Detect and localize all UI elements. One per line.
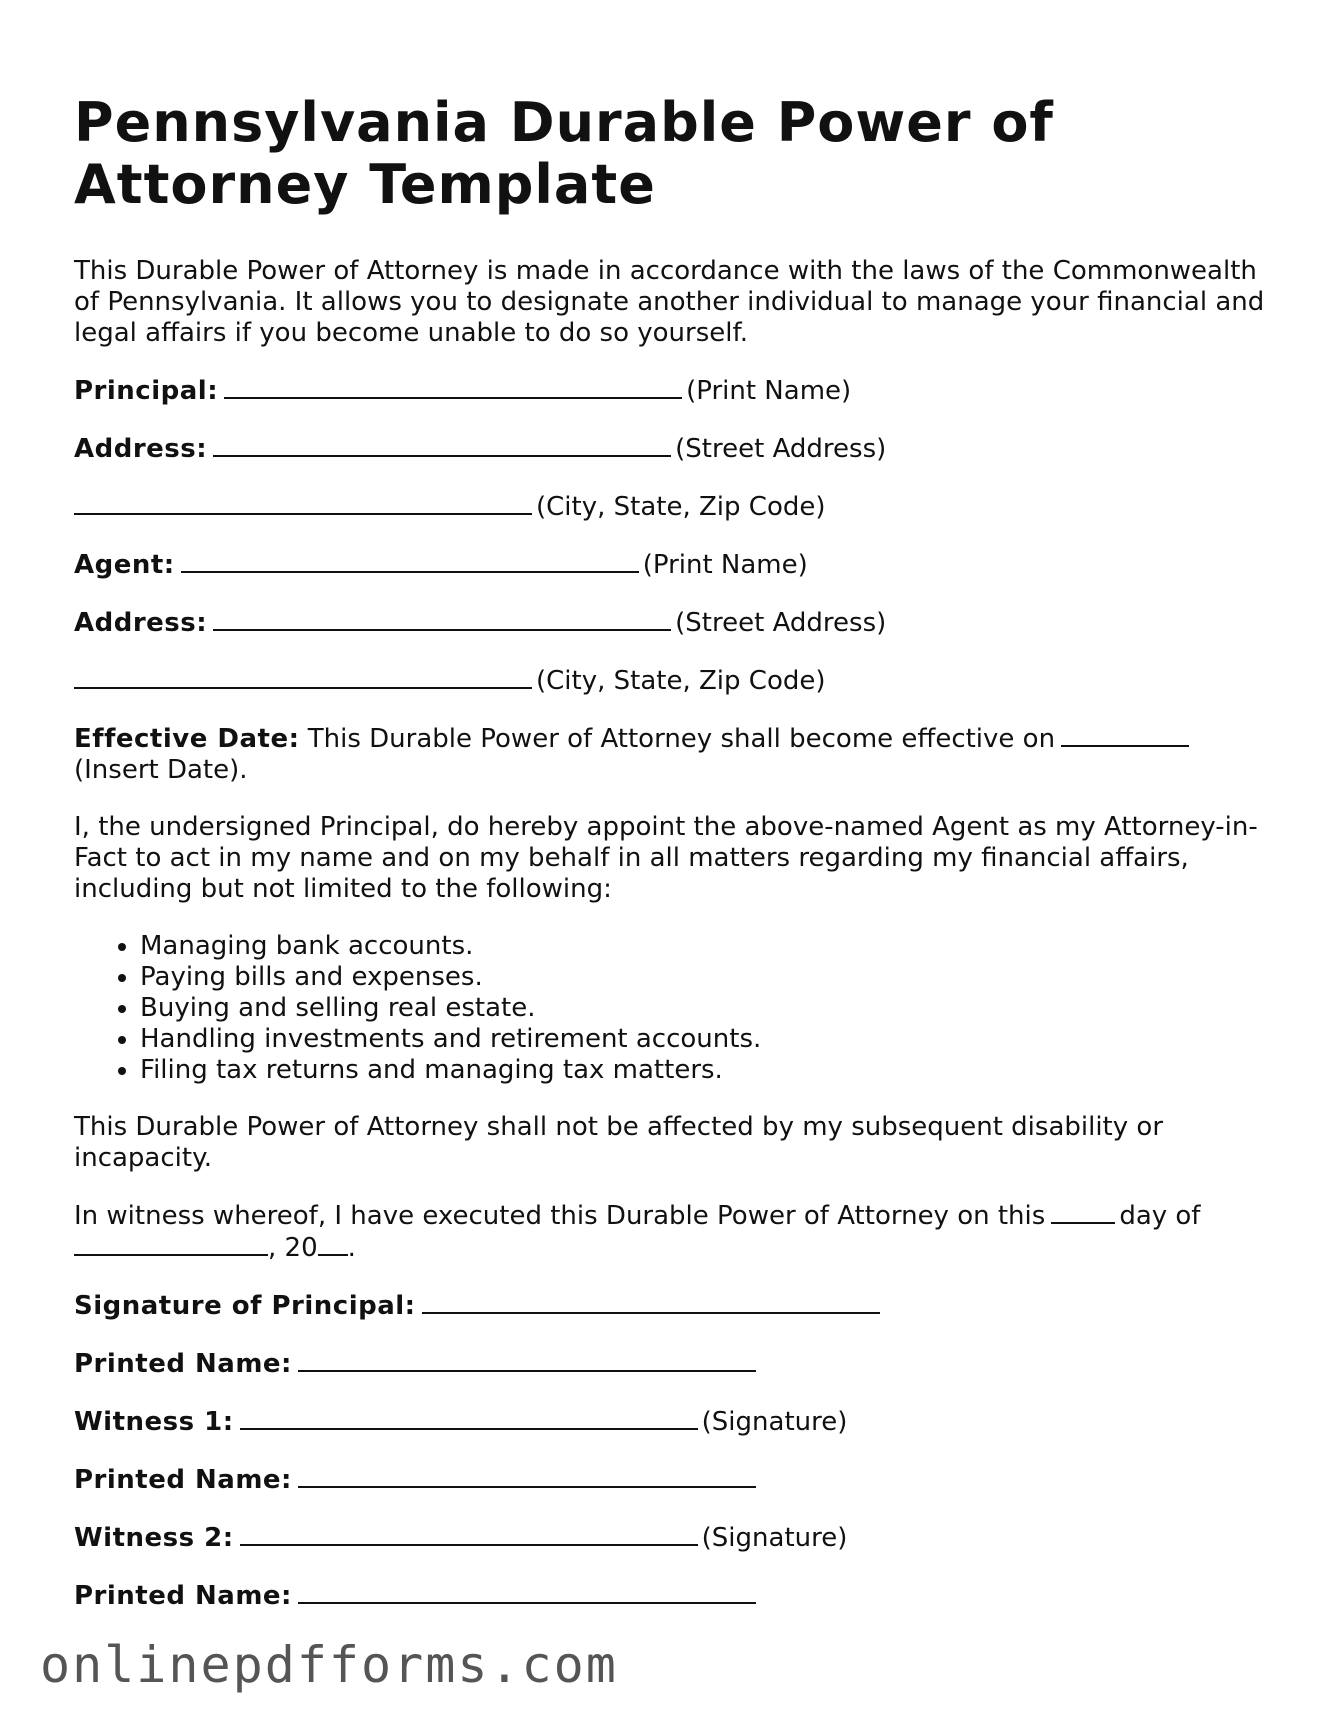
effective-date-blank[interactable]	[1061, 723, 1189, 747]
agent-hint: (Print Name)	[642, 550, 808, 580]
witness2-signature-blank[interactable]	[240, 1522, 698, 1546]
witness-clause-end: .	[347, 1233, 356, 1263]
powers-list	[74, 931, 1274, 1086]
witness2-printed-name-label: Printed Name:	[74, 1581, 292, 1611]
witness-month-blank[interactable]	[74, 1232, 268, 1256]
effective-date-hint: (Insert Date).	[74, 755, 248, 785]
principal-name-blank[interactable]	[224, 375, 682, 399]
list-item: • Buying and selling real estate.	[140, 993, 1274, 1024]
witness-clause-dayof: day of	[1119, 1201, 1201, 1231]
list-item: • Filing tax returns and managing tax matters.	[140, 1055, 1274, 1086]
appointment-paragraph: I, the undersigned Principal, do hereby appoint the above-named Agent as my Attorney-in-Fact to act in my name and on my behalf in all matters regarding my financial affairs, including but not limited to the following:	[74, 812, 1258, 904]
principal-printed-name-blank[interactable]	[298, 1348, 756, 1372]
agent-address-line	[74, 607, 1274, 639]
principal-printed-name-label: Printed Name:	[74, 1349, 292, 1379]
witness2-line	[74, 1522, 1274, 1554]
witness-clause-year-prefix: , 20	[268, 1233, 318, 1263]
witness-clause-text: In witness whereof, I have executed this Durable Power of Attorney on this	[74, 1201, 1046, 1231]
agent-label: Agent:	[74, 550, 175, 580]
witness-day-blank[interactable]	[1051, 1200, 1115, 1224]
watermark: onlinepdfforms.com	[40, 1636, 618, 1694]
witness-year-blank[interactable]	[318, 1232, 348, 1256]
principal-hint: (Print Name)	[686, 376, 852, 406]
intro-paragraph: This Durable Power of Attorney is made in accordance with the laws of the Commonwealth of Pennsylvania. It allows you to designate another individual to manage your financial and legal affairs if you become unable to do so yourself.	[74, 256, 1265, 348]
witness1-printed-name-line	[74, 1464, 1274, 1496]
effective-date-text: This Durable Power of Attorney shall become effective on	[307, 724, 1056, 754]
effective-date-paragraph	[74, 723, 1274, 786]
principal-address-label: Address:	[74, 434, 208, 464]
witness2-printed-name-blank[interactable]	[298, 1580, 756, 1604]
witness1-hint: (Signature)	[701, 1407, 848, 1437]
principal-signature-line	[74, 1290, 1274, 1322]
principal-signature-blank[interactable]	[422, 1290, 880, 1314]
witness1-label: Witness 1:	[74, 1407, 234, 1437]
witness2-hint: (Signature)	[701, 1523, 848, 1553]
agent-street-blank[interactable]	[213, 607, 671, 631]
witness1-line	[74, 1406, 1274, 1438]
principal-city-blank[interactable]	[74, 491, 532, 515]
principal-line	[74, 375, 1274, 407]
witness1-signature-blank[interactable]	[240, 1406, 698, 1430]
principal-street-hint: (Street Address)	[675, 434, 887, 464]
principal-city-line	[74, 491, 1274, 523]
agent-name-blank[interactable]	[181, 549, 639, 573]
witness1-printed-name-blank[interactable]	[298, 1464, 756, 1488]
witness1-printed-name-label: Printed Name:	[74, 1465, 292, 1495]
list-item: • Paying bills and expenses.	[140, 962, 1274, 993]
principal-address-line	[74, 433, 1274, 465]
durability-paragraph: This Durable Power of Attorney shall not be affected by my subsequent disability or incapacity.	[74, 1112, 1164, 1173]
principal-city-hint: (City, State, Zip Code)	[536, 492, 826, 522]
principal-label: Principal:	[74, 376, 219, 406]
document-title: Pennsylvania Durable Power of Attorney Template	[74, 91, 1054, 216]
agent-line	[74, 549, 1274, 581]
agent-city-hint: (City, State, Zip Code)	[536, 666, 826, 696]
principal-signature-label: Signature of Principal:	[74, 1291, 416, 1321]
witness-clause-paragraph	[74, 1200, 1274, 1264]
document-page	[74, 92, 1274, 1638]
principal-printed-name-line	[74, 1348, 1274, 1380]
list-item: • Managing bank accounts.	[140, 931, 1274, 962]
agent-address-label: Address:	[74, 608, 208, 638]
agent-city-line	[74, 665, 1274, 697]
effective-date-label: Effective Date:	[74, 724, 300, 754]
principal-street-blank[interactable]	[213, 433, 671, 457]
witness2-label: Witness 2:	[74, 1523, 234, 1553]
agent-street-hint: (Street Address)	[675, 608, 887, 638]
agent-city-blank[interactable]	[74, 665, 532, 689]
witness2-printed-name-line	[74, 1580, 1274, 1612]
list-item: • Handling investments and retirement accounts.	[140, 1024, 1274, 1055]
